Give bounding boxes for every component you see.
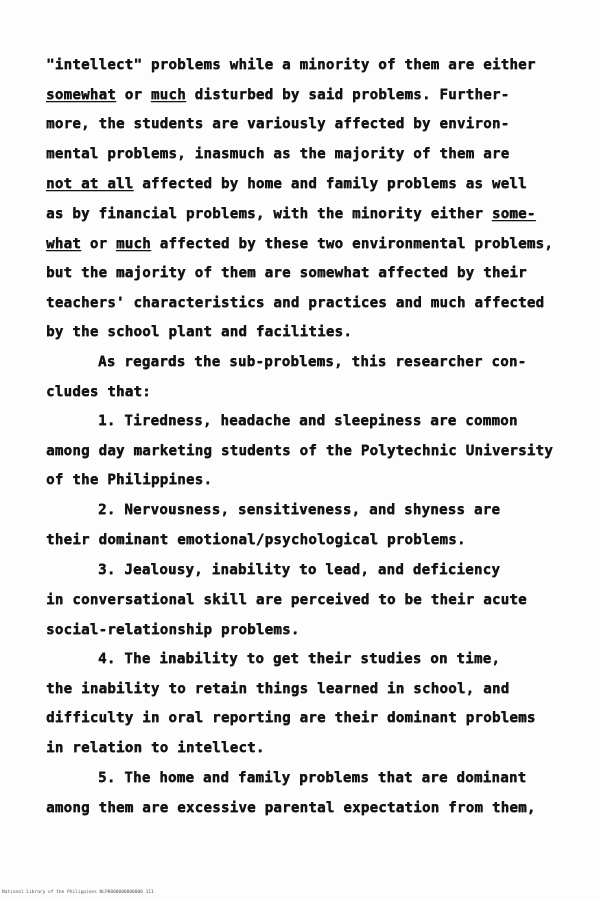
underlined-word: somewhat xyxy=(46,87,116,103)
text-span: or xyxy=(115,87,151,103)
list-item-1: 1. Tiredness, headache and sleepiness are common xyxy=(98,413,518,429)
text-line xyxy=(46,236,566,252)
text-line xyxy=(46,87,566,103)
text-line: social-relationship problems. xyxy=(46,622,300,638)
underlined-word: what xyxy=(46,236,81,252)
text-line: among them are excessive parental expectation from them, xyxy=(46,800,536,816)
text-line: teachers' characteristics and practices and much affected xyxy=(46,295,545,311)
text-line: more, the students are variously affected by environ- xyxy=(46,116,510,132)
text-line: in relation to intellect. xyxy=(46,740,265,756)
list-item-2: 2. Nervousness, sensitiveness, and shyness are xyxy=(98,502,501,518)
text-line: in conversational skill are perceived to be their acute xyxy=(46,592,527,608)
text-span: affected by these two environmental problems, xyxy=(150,236,554,252)
underlined-word: much xyxy=(150,87,186,103)
text-line: by the school plant and facilities. xyxy=(46,324,352,340)
text-line: As regards the sub-problems, this researcher con- xyxy=(98,354,527,370)
text-line: difficulty in oral reporting are their dominant problems xyxy=(46,710,536,726)
text-span: disturbed by said problems. Further- xyxy=(185,87,510,103)
text-span: or xyxy=(80,236,116,252)
text-span: affected by home and family problems as well xyxy=(133,176,527,192)
text-line: but the majority of them are somewhat affected by their xyxy=(46,265,527,281)
text-span: as by financial problems, with the minority either xyxy=(46,206,492,222)
text-line xyxy=(46,176,566,192)
text-line: mental problems, inasmuch as the majority of them are xyxy=(46,146,510,162)
text-line: their dominant emotional/psychological problems. xyxy=(46,532,466,548)
text-line: among day marketing students of the Polytechnic University xyxy=(46,443,554,459)
text-line: the inability to retain things learned in school, and xyxy=(46,681,510,697)
text-line xyxy=(46,206,566,222)
text-line: cludes that: xyxy=(46,384,151,400)
list-item-5: 5. The home and family problems that are dominant xyxy=(98,770,527,786)
list-item-4: 4. The inability to get their studies on time, xyxy=(98,651,501,667)
underlined-word: much xyxy=(115,236,151,252)
underlined-word: not at all xyxy=(46,176,134,192)
text-line: of the Philippines. xyxy=(46,472,213,488)
text-line: "intellect" problems while a minority of them are either xyxy=(46,57,536,73)
list-item-3: 3. Jealousy, inability to lead, and deficiency xyxy=(98,562,501,578)
scan-footer: National Library of the Philippines NLP0000000000000 111 xyxy=(2,890,154,895)
underlined-word: some- xyxy=(491,206,536,222)
